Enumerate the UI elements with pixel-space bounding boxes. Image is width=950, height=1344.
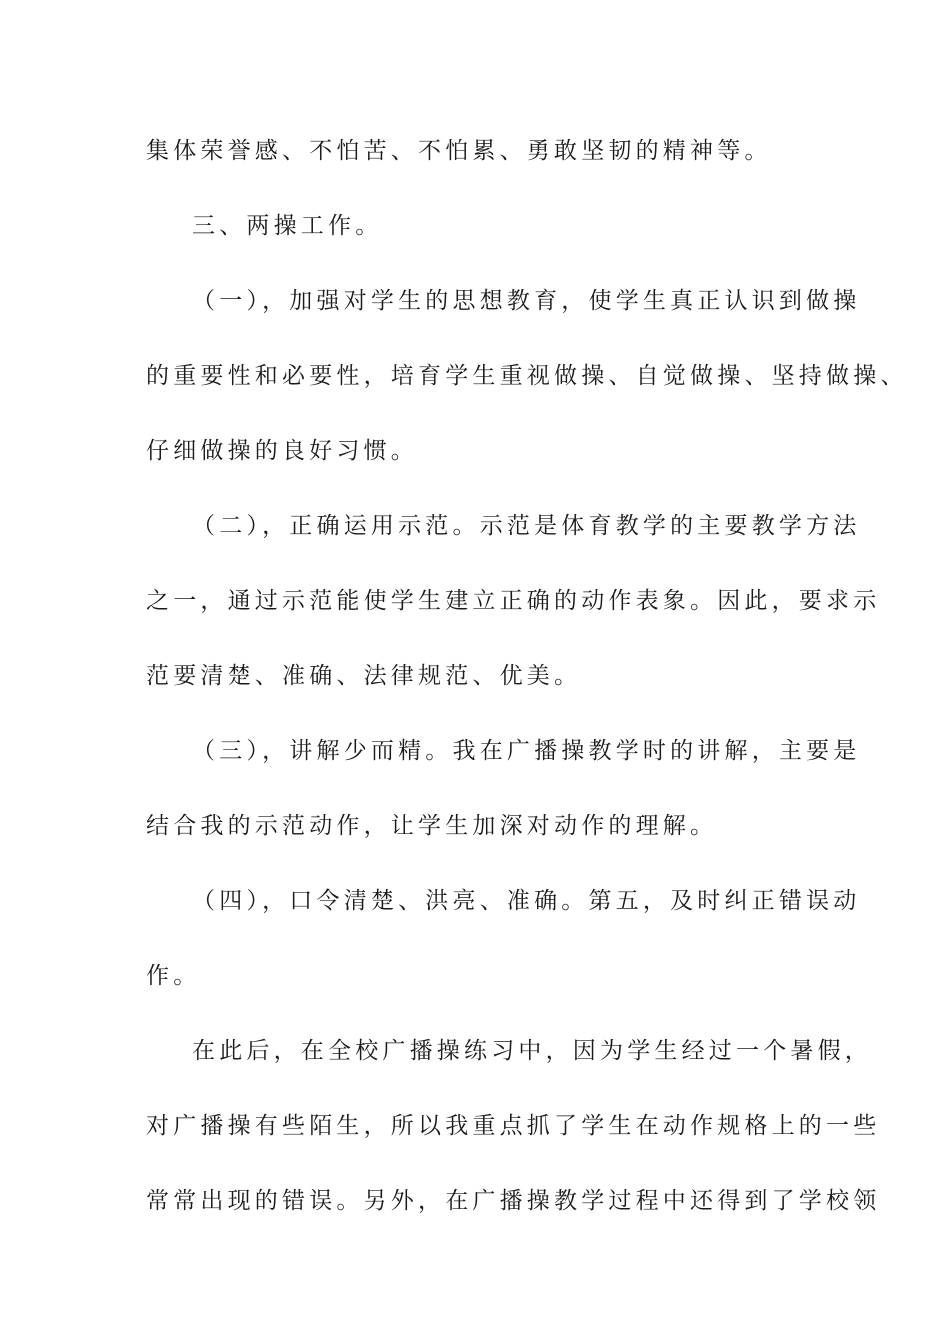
- text-line: 常常出现的错误。另外，在广播操教学过程中还得到了学校领: [146, 1188, 881, 1214]
- text-line: （二），正确运用示范。示范是体育教学的主要教学方法: [192, 513, 861, 539]
- text-line: 集体荣誉感、不怕苦、不怕累、勇敢坚韧的精神等。: [146, 138, 772, 164]
- text-line: 对广播操有些陌生，所以我重点抓了学生在动作规格上的一些: [146, 1113, 881, 1139]
- text-line: 的重要性和必要性，培育学生重视做操、自觉做操、坚持做操、: [146, 363, 908, 389]
- text-line: 作。: [146, 963, 201, 989]
- text-line: （四），口令清楚、洪亮、准确。第五，及时纠正错误动: [192, 888, 861, 914]
- text-line: 之一，通过示范能使学生建立正确的动作表象。因此，要求示: [146, 588, 881, 614]
- section-heading: 三、两操工作。: [192, 213, 383, 239]
- text-line: （三），讲解少而精。我在广播操教学时的讲解，主要是: [192, 738, 861, 764]
- text-line: 仔细做操的良好习惯。: [146, 438, 418, 464]
- text-line: 在此后，在全校广播操练习中，因为学生经过一个暑假，: [192, 1038, 872, 1064]
- text-line: 范要清楚、准确、法律规范、优美。: [146, 663, 582, 689]
- text-line: （一），加强对学生的思想教育，使学生真正认识到做操: [192, 288, 861, 314]
- text-line: 结合我的示范动作，让学生加深对动作的理解。: [146, 813, 718, 839]
